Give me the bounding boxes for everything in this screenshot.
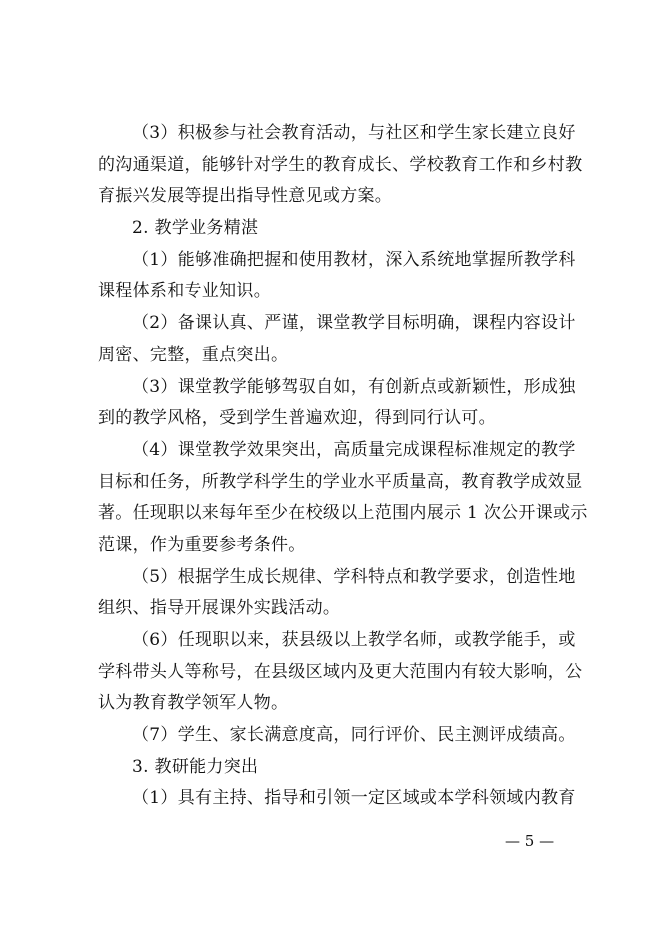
text-line: 的沟通渠道，能够针对学生的教育成长、学校教育工作和乡村教 <box>98 154 583 175</box>
text-line: 课程体系和专业知识。 <box>98 281 271 302</box>
text-line: 组织、指导开展课外实践活动。 <box>98 598 341 619</box>
text-line: （1）具有主持、指导和引领一定区域或本学科领域内教育 <box>132 788 576 809</box>
text-line: （7）学生、家长满意度高，同行评价、民主测评成绩高。 <box>132 725 576 746</box>
text-line: （3）积极参与社会教育活动，与社区和学生家长建立良好 <box>132 123 576 143</box>
text-line: 育振兴发展等提出指导性意见或方案。 <box>98 186 393 207</box>
text-line: （3）课堂教学能够驾驭自如，有创新点或新颖性，形成独 <box>132 376 576 397</box>
text-line: 到的教学风格，受到学生普遍欢迎，得到同行认可。 <box>98 408 496 429</box>
text-line: 认为教育教学领军人物。 <box>98 693 289 714</box>
text-line: （2）备课认真、严谨，课堂教学目标明确，课程内容设计 <box>132 313 576 334</box>
text-line: （6）任现职以来，获县级以上教学名师，或教学能手，或 <box>132 630 576 650</box>
page-number: — 5 — <box>505 832 555 850</box>
text-line: 学科带头人等称号，在县级区域内及更大范围内有较大影响，公 <box>98 661 583 682</box>
text-line: 2. 教学业务精湛 <box>132 218 259 239</box>
text-line: 周密、完整，重点突出。 <box>98 344 289 365</box>
text-line: 目标和任务，所教学科学生的学业水平质量高，教育教学成效显 <box>98 471 583 492</box>
text-line: 范课，作为重要参考条件。 <box>98 534 306 555</box>
text-line: （5）根据学生成长规律、学科特点和教学要求，创造性地 <box>132 566 576 587</box>
body-text <box>98 118 588 815</box>
text-line: 著。任现职以来每年至少在校级以上范围内展示 1 次公开课或示 <box>98 503 588 524</box>
text-line: （1）能够准确把握和使用教材，深入系统地掌握所教学科 <box>132 249 576 270</box>
text-line: 3. 教研能力突出 <box>132 756 259 777</box>
text-line: （4）课堂教学效果突出，高质量完成课程标准规定的教学 <box>132 439 576 460</box>
